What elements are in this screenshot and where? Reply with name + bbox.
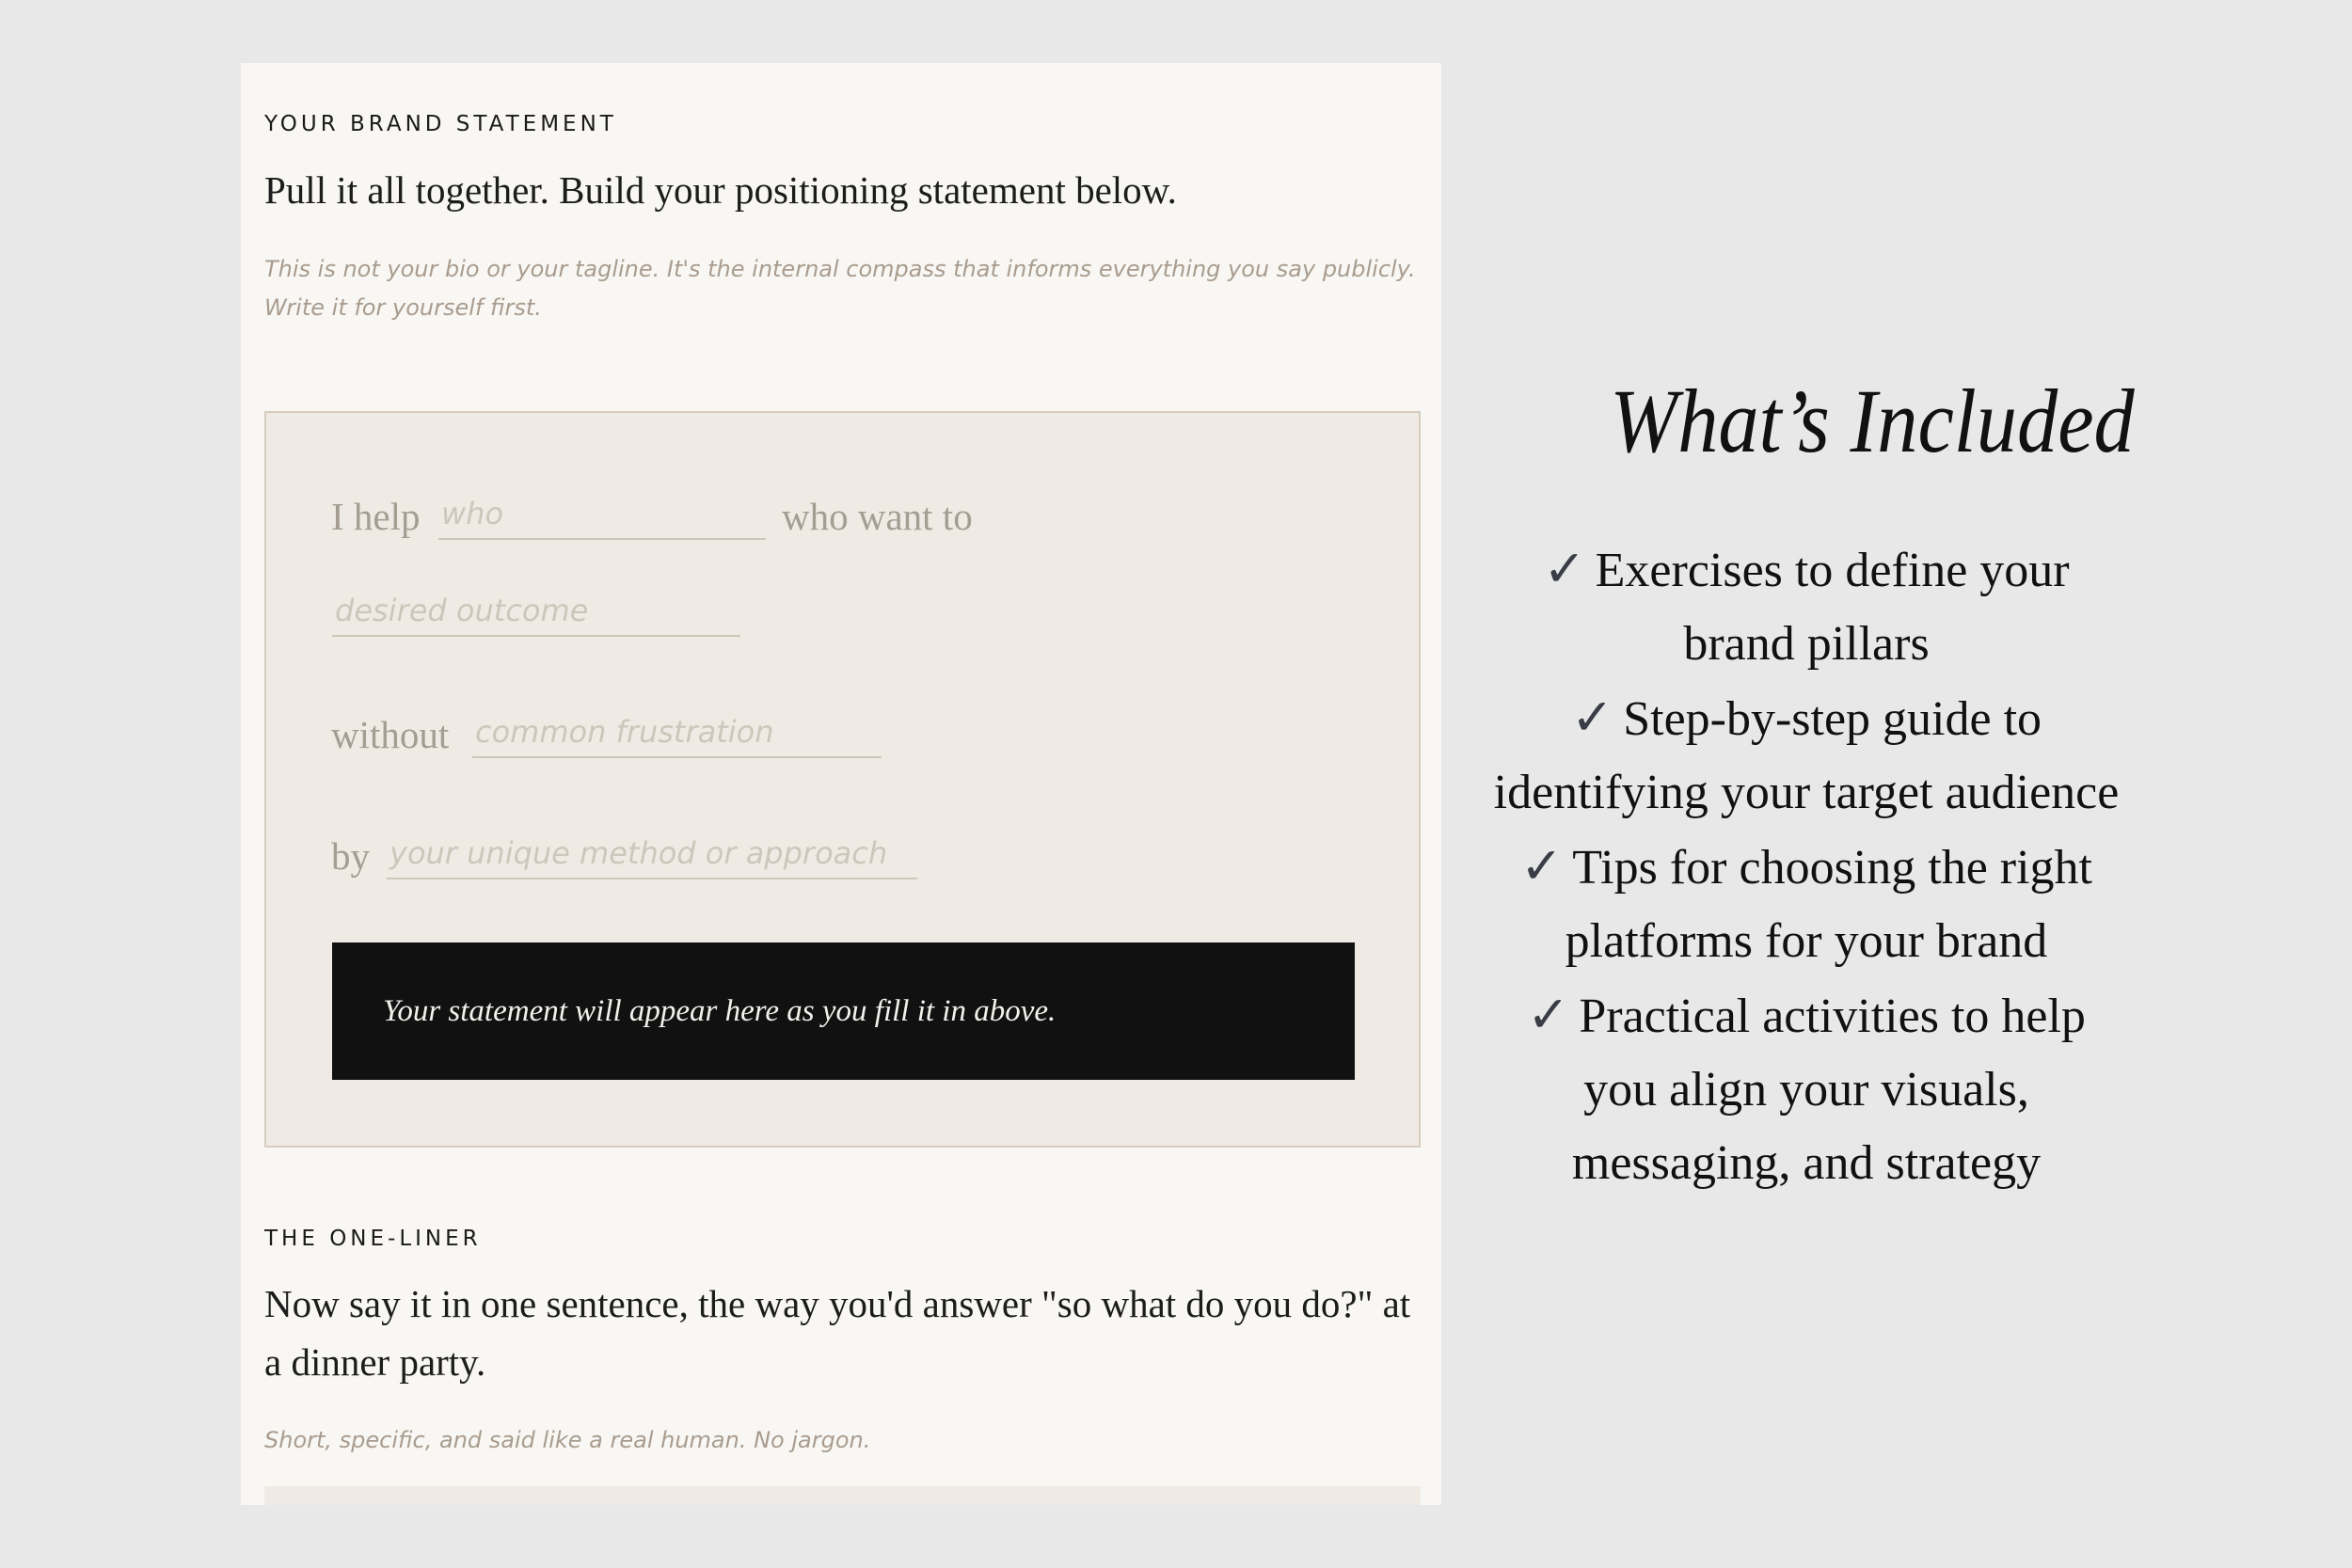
worksheet-panel: [241, 63, 1441, 1505]
promo-item-target-audience: [1477, 681, 2136, 830]
brand-statement-hint-line2: Write it for yourself first.: [264, 294, 542, 321]
checkmark-icon: ✓: [1519, 836, 1564, 895]
i-help-label: I help: [331, 495, 421, 538]
promo-item-practical-activities: [1477, 978, 2136, 1200]
promo-item-line: identifying your target audience: [1493, 766, 2120, 819]
promo-item-line: messaging, and strategy: [1571, 1136, 2042, 1190]
method-approach-input[interactable]: your unique method or approach: [387, 832, 917, 879]
without-label: without: [331, 713, 450, 756]
promo-item-brand-pillars: [1477, 532, 2136, 681]
who-want-to-label: who want to: [782, 495, 973, 538]
one-liner-eyebrow: THE ONE-LINER: [264, 1227, 482, 1251]
promo-item-line: you align your visuals,: [1583, 1063, 2029, 1117]
promo-title: What’s Included: [1610, 371, 2135, 471]
promo-item-line: Exercises to define your: [1595, 544, 2070, 597]
promo-item-line: Step-by-step guide to: [1623, 692, 2042, 746]
who-input[interactable]: who: [438, 493, 766, 540]
promo-item-platforms: [1477, 830, 2136, 978]
one-liner-input[interactable]: [264, 1486, 1421, 1505]
brand-statement-hint-line1: This is not your bio or your tagline. It's the internal compass that informs everything you say publicly.: [264, 256, 1416, 282]
desired-outcome-input[interactable]: desired outcome: [332, 590, 740, 637]
one-liner-heading-line2: a dinner party.: [264, 1340, 486, 1384]
statement-output: [332, 942, 1355, 1080]
brand-statement-eyebrow: YOUR BRAND STATEMENT: [264, 112, 617, 136]
checkmark-icon: ✓: [1570, 688, 1614, 747]
promo-item-line: brand pillars: [1683, 617, 1930, 671]
checkmark-icon: ✓: [1527, 985, 1570, 1044]
promo-item-line: Tips for choosing the right: [1572, 841, 2092, 895]
checkmark-icon: ✓: [1543, 539, 1586, 598]
common-frustration-input[interactable]: common frustration: [472, 711, 882, 758]
brand-statement-heading: Pull it all together. Build your positioning statement below.: [264, 168, 1177, 212]
statement-output-text: Your statement will appear here as you fill it in above.: [383, 993, 1057, 1028]
promo-item-line: platforms for your brand: [1565, 914, 2048, 968]
by-label: by: [331, 834, 370, 878]
promo-item-line: Practical activities to help: [1579, 990, 2086, 1043]
one-liner-heading-line1: Now say it in one sentence, the way you'd answer "so what do you do?" at: [264, 1282, 1411, 1325]
one-liner-hint: Short, specific, and said like a real human. No jargon.: [264, 1427, 871, 1453]
statement-builder: [264, 411, 1421, 1148]
promo-feature-list: [1477, 532, 2136, 1200]
